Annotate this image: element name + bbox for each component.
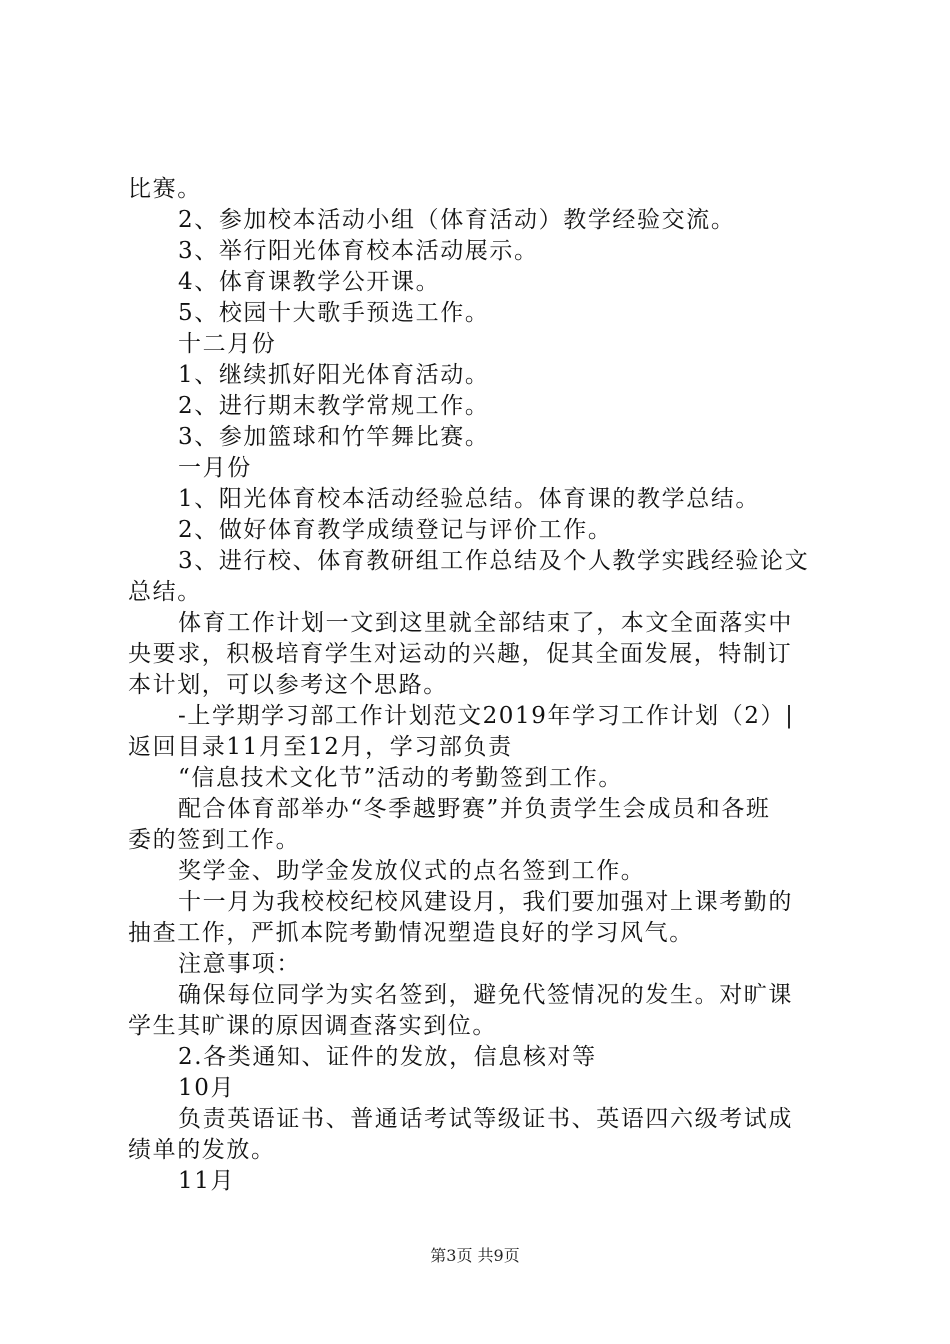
text-line: 1、阳光体育校本活动经验总结。体育课的教学总结。 xyxy=(178,486,761,512)
text-line: 4、体育课教学公开课。 xyxy=(178,269,441,295)
section-heading: 一月份 xyxy=(178,455,252,481)
section-heading: 11月 xyxy=(178,1168,236,1194)
section-heading: 10月 xyxy=(178,1075,236,1101)
text-line: 3、进行校、体育教研组工作总结及个人教学实践经验论文 xyxy=(178,548,810,574)
text-line: 央要求，积极培育学生对运动的兴趣，促其全面发展，特制订 xyxy=(128,641,793,667)
text-line: 2、做好体育教学成绩登记与评价工作。 xyxy=(178,517,613,543)
page-number-footer: 第3页 共9页 xyxy=(430,1246,520,1265)
text-line: 绩单的发放。 xyxy=(128,1137,276,1163)
text-line: 委的签到工作。 xyxy=(128,827,301,853)
text-line: 配合体育部举办“冬季越野赛”并负责学生会成员和各班 xyxy=(178,796,771,822)
text-line: 2.各类通知、证件的发放，信息核对等 xyxy=(178,1044,597,1070)
section-heading: 注意事项： xyxy=(178,951,301,977)
text-line: 2、参加校本活动小组（体育活动）教学经验交流。 xyxy=(178,207,736,233)
text-line: 3、参加篮球和竹竿舞比赛。 xyxy=(178,424,490,450)
text-line: 确保每位同学为实名签到，避免代签情况的发生。对旷课 xyxy=(178,982,793,1008)
text-line: 1、继续抓好阳光体育活动。 xyxy=(178,362,490,388)
text-line: -上学期学习部工作计划范文2019年学习工作计划（2）| xyxy=(178,703,795,729)
text-line: 5、校园十大歌手预选工作。 xyxy=(178,300,490,326)
document-body xyxy=(128,174,834,1197)
text-line: “信息技术文化节”活动的考勤签到工作。 xyxy=(178,765,623,791)
text-line: 3、举行阳光体育校本活动展示。 xyxy=(178,238,539,264)
text-line: 十一月为我校校纪校风建设月，我们要加强对上课考勤的 xyxy=(178,889,793,915)
text-line: 2、进行期末教学常规工作。 xyxy=(178,393,490,419)
text-line: 抽查工作，严抓本院考勤情况塑造良好的学习风气。 xyxy=(128,920,694,946)
text-line: 总结。 xyxy=(128,579,202,605)
text-line: 返回目录11月至12月，学习部负责 xyxy=(128,734,513,760)
text-line: 奖学金、助学金发放仪式的点名签到工作。 xyxy=(178,858,646,884)
text-line: 学生其旷课的原因调查落实到位。 xyxy=(128,1013,497,1039)
text-line: 本计划，可以参考这个思路。 xyxy=(128,672,448,698)
text-line: 负责英语证书、普通话考试等级证书、英语四六级考试成 xyxy=(178,1106,793,1132)
section-heading: 十二月份 xyxy=(178,331,277,357)
text-line: 体育工作计划一文到这里就全部结束了，本文全面落实中 xyxy=(178,610,793,636)
text-line: 比赛。 xyxy=(128,176,202,202)
